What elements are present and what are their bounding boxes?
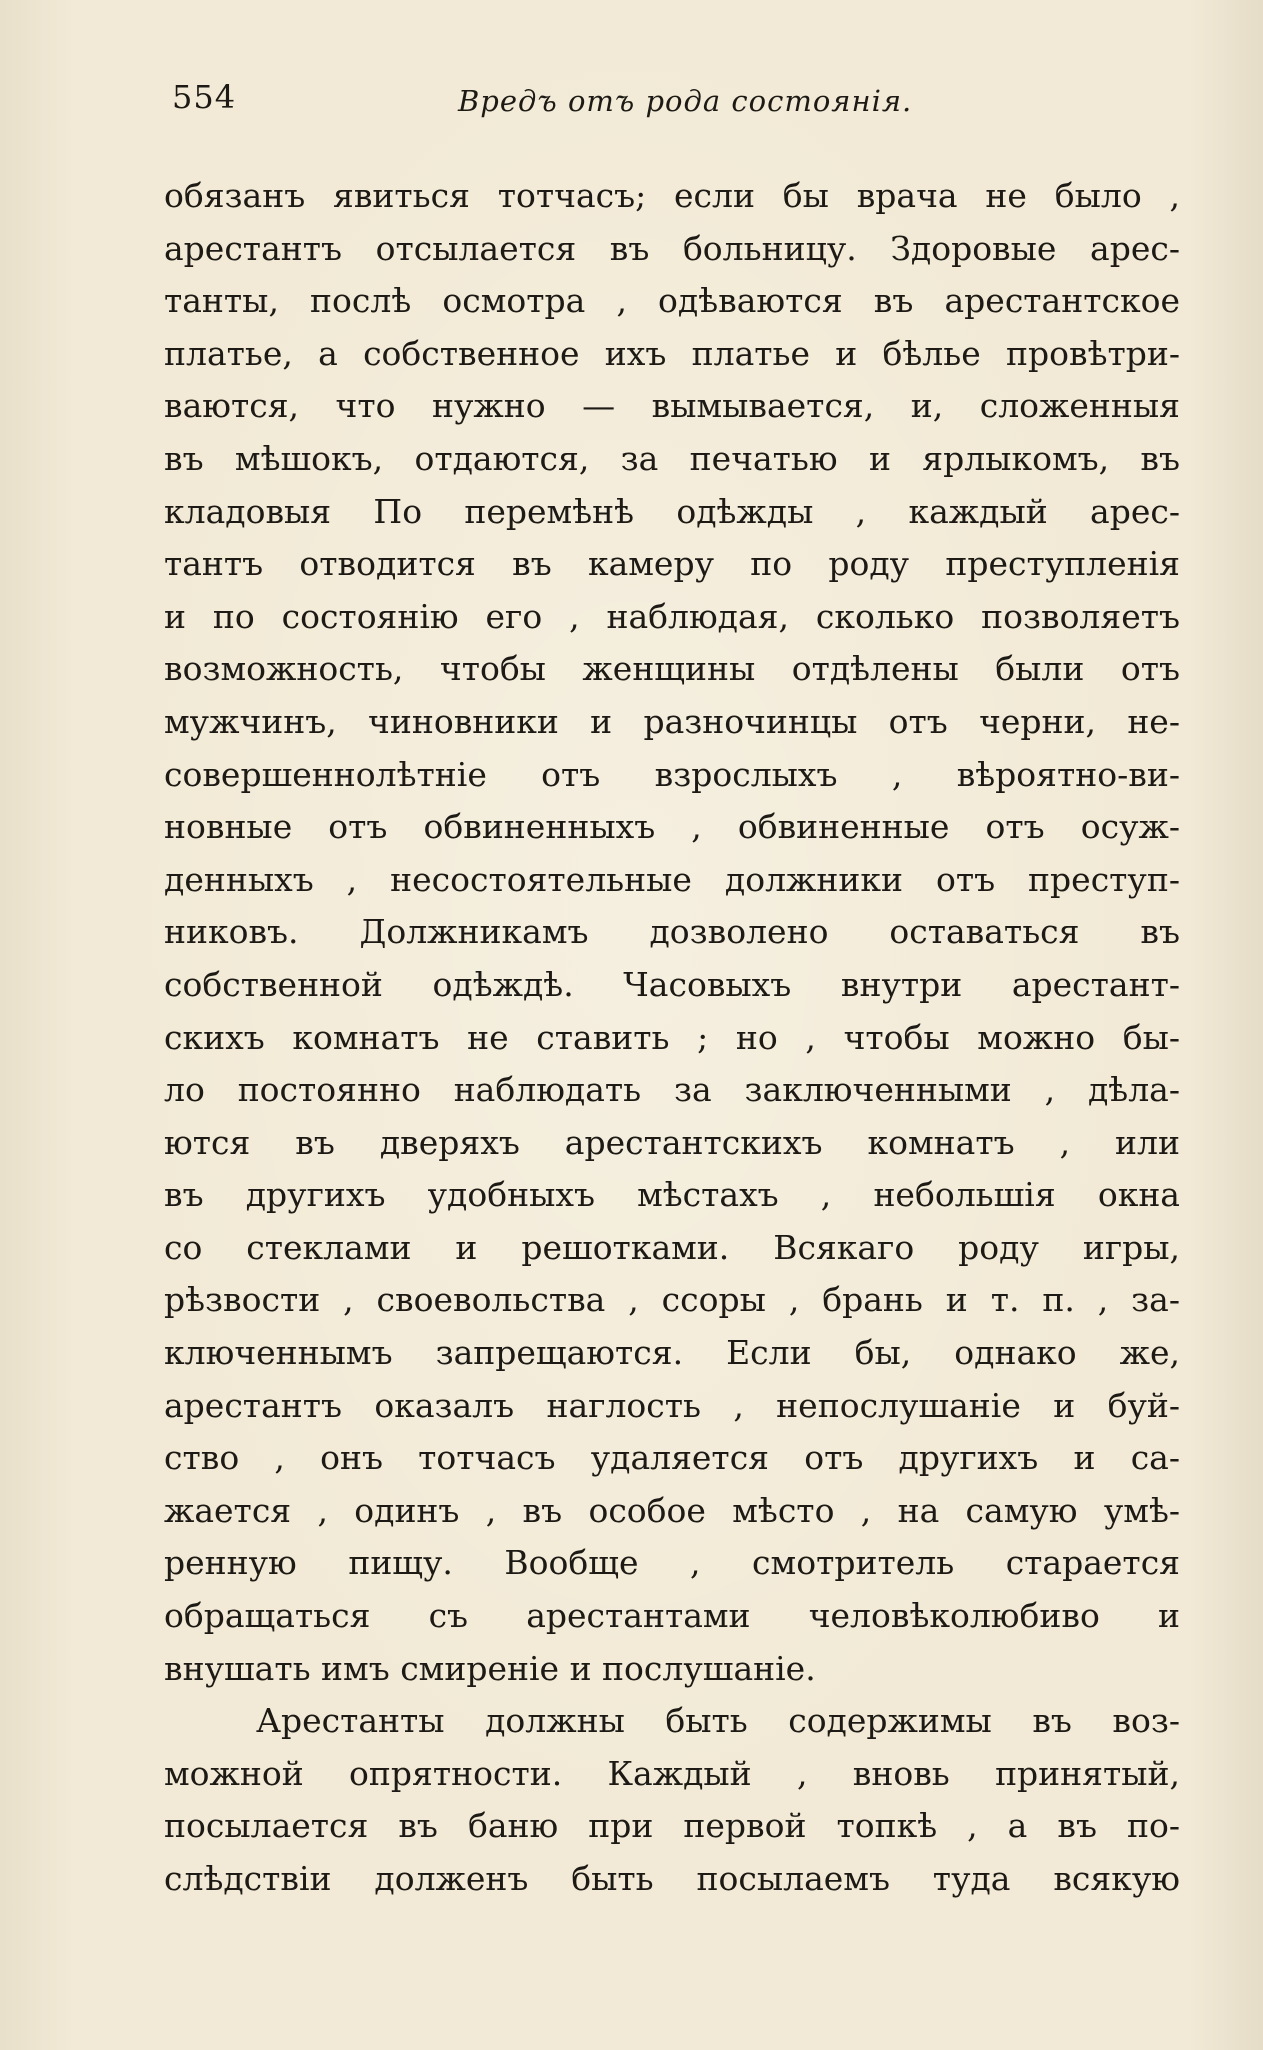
text-line: рѣзвости , своевольства , ссоры , брань и т. п. , за- [164,1280,1180,1320]
text-line: никовъ. Должникамъ дозволено оставаться въ [164,912,1180,952]
text-line: со стеклами и решотками. Всякаго роду игры, [164,1227,1180,1267]
text-line: можной опрятности. Каждый , вновь принятый, [164,1753,1180,1793]
text-line: тантъ отводится въ камеру по роду преступленія [164,544,1180,584]
text-line: жается , одинъ , въ особое мѣсто , на самую умѣ- [164,1490,1180,1530]
text-line: денныхъ , несостоятельные должники отъ преступ- [164,859,1180,899]
paragraph-end-line: внушать имъ смиреніе и послушаніе. [164,1648,816,1688]
page-number: 554 [172,78,237,116]
text-line: слѣдствіи долженъ быть посылаемъ туда всякую [164,1859,1180,1898]
text-line: обязанъ явиться тотчасъ; если бы врача не было , [164,176,1180,215]
text-line: ло постоянно наблюдать за заключенными , дѣла- [164,1070,1180,1110]
body-text [164,170,1180,1906]
text-line: собственной одѣждѣ. Часовыхъ внутри арестант- [164,964,1180,1004]
text-line: новные отъ обвиненныхъ , обвиненные отъ осуж- [164,807,1180,847]
page-header [166,78,1176,128]
text-line: платье, а собственное ихъ платье и бѣлье провѣтри- [164,333,1180,373]
text-line: въ мѣшокъ, отдаются, за печатью и ярлыкомъ, въ [164,438,1180,478]
text-line: возможность, чтобы женщины отдѣлены были отъ [164,649,1180,689]
text-line: въ другихъ удобныхъ мѣстахъ , небольшія окна [164,1175,1180,1215]
paragraph-start-line: Арестанты должны быть содержимы въ воз- [256,1701,1180,1741]
text-line: ваются, что нужно — вымывается, и, сложенныя [164,386,1180,426]
text-line: танты, послѣ осмотра , одѣваются въ арестантское [164,281,1180,321]
text-line: ство , онъ тотчасъ удаляется отъ другихъ и са- [164,1438,1180,1478]
text-line: обращаться съ арестантами человѣколюбиво и [164,1596,1180,1636]
text-line: кладовыя По перемѣнѣ одѣжды , каждый арес- [164,491,1180,531]
text-line: мужчинъ, чиновники и разночинцы отъ черни, не- [164,701,1180,741]
running-title: Вредъ отъ рода состоянія. [458,84,913,118]
text-line: ключеннымъ запрещаются. Если бы, однако же, [164,1333,1180,1373]
text-line: посылается въ баню при первой топкѣ , а въ по- [164,1806,1180,1846]
text-line: арестантъ оказалъ наглость , непослушаніе и буй- [164,1385,1180,1425]
text-line: и по состоянію его , наблюдая, сколько позволяетъ [164,596,1180,636]
text-line: скихъ комнатъ не ставить ; но , чтобы можно бы- [164,1017,1180,1057]
text-line: совершеннолѣтніе отъ взрослыхъ , вѣроятно-ви- [164,754,1180,794]
text-line: ются въ дверяхъ арестантскихъ комнатъ , или [164,1122,1180,1162]
text-line: ренную пищу. Вообще , смотритель старается [164,1543,1180,1583]
text-line: арестантъ отсылается въ больницу. Здоровые арес- [164,228,1180,268]
